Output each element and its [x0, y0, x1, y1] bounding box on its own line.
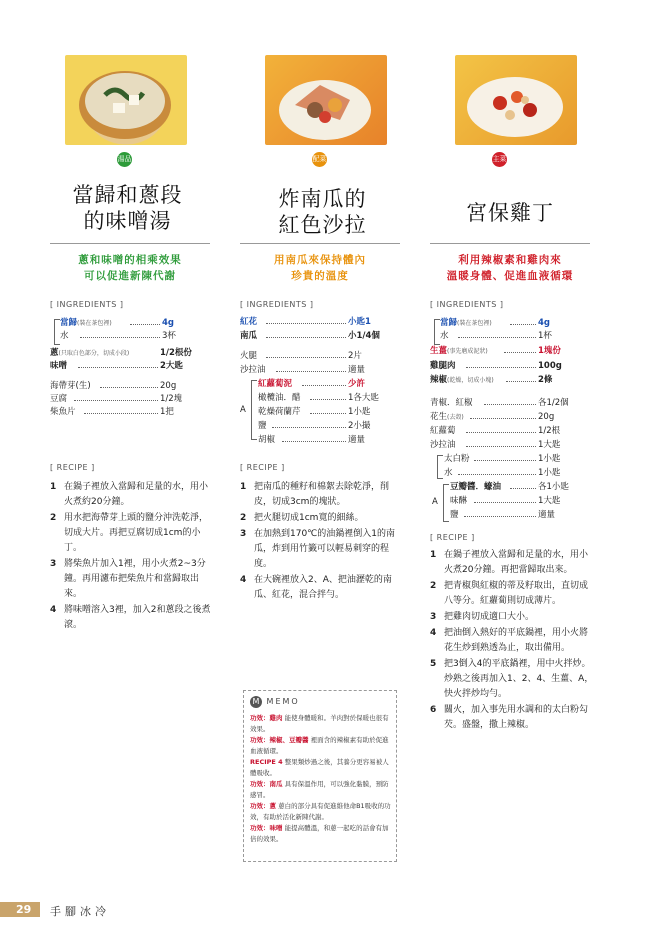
ingredient-row: 水 1小匙 — [444, 468, 561, 478]
ingredient-bracket — [251, 380, 257, 440]
ingredient-row: 南瓜 小1/4個 — [240, 331, 380, 341]
dish-subtitle-line1: 用南瓜來保持體內 — [274, 254, 366, 266]
ingredient-row: 沙拉油 適量 — [240, 365, 366, 375]
ingredient-row: 當歸(裝在茶包裡) 4g — [60, 318, 174, 328]
ingredient-row: 青椒．紅椒 各1/2個 — [430, 398, 569, 408]
dish-subtitle-line1: 蔥和味噌的相乘效果 — [78, 254, 182, 266]
stirfry-plate-illustration — [455, 55, 577, 145]
memo-line: 功效：味噌 能提高體溫，和蔥一起吃的話會有加倍的效果。 — [250, 824, 389, 843]
pumpkin-salad-photo — [265, 55, 387, 145]
memo-line: 功效：蔥 蔥白的部分具有促進維他命B1吸收的功效，有助於活化新陳代謝。 — [250, 802, 391, 821]
recipe-steps — [430, 548, 596, 734]
chapter-title: 手腳冰冷 — [50, 905, 110, 918]
memo-body — [250, 713, 392, 845]
dish-subtitle-line2: 可以促進新陳代謝 — [84, 270, 176, 282]
divider — [240, 243, 400, 244]
ingredient-row: 水 3杯 — [60, 331, 176, 341]
recipe-label: [ RECIPE ] — [430, 533, 475, 542]
recipe-step: 3 在加熱到170℃的油鍋裡倒入1的南瓜，炸到用竹籤可以輕易刺穿的程度。 — [240, 529, 396, 569]
ingredient-row: 味醂 1大匙 — [450, 496, 561, 506]
recipe-step: 2 把火腿切成1cm寬的細絲。 — [240, 513, 364, 523]
ingredient-row: 水 1杯 — [440, 331, 552, 341]
dish-subtitle-line2: 珍貴的溫度 — [291, 270, 349, 282]
category-badge: 主菜 — [492, 152, 507, 167]
recipe-step: 6 關火，加入事先用水調和的太白粉勾芡。盛盤，撒上辣椒。 — [430, 705, 589, 730]
ingredient-row: 沙拉油 1大匙 — [430, 440, 561, 450]
memo-header: M MEMO — [250, 696, 300, 708]
ingredient-row: 紅蘿蔔泥 少許 — [258, 379, 366, 389]
ingredient-row: 雞腿肉 100g — [430, 361, 562, 371]
recipe-step: 3 把雞肉切成適口大小。 — [430, 612, 535, 622]
salad-plate-illustration — [265, 55, 387, 145]
recipe-step: 1 把南瓜的種籽和棉絮去除乾淨，削皮，切成3cm的塊狀。 — [240, 482, 390, 507]
recipe-step: 5 把3倒入4的平底鍋裡，用中火拌炒。炒熟之後再加入1、2、4、生薑、A，快火拌炒均勻。 — [430, 659, 594, 699]
divider — [430, 243, 590, 244]
recipe-steps — [50, 480, 216, 634]
recipe-step: 3 將柴魚片加入1裡，用小火煮2~3分鐘。再用濾布把柴魚片和當歸取出來。 — [50, 559, 206, 599]
ingredient-row: 豆腐 1/2塊 — [50, 394, 183, 404]
divider — [50, 243, 210, 244]
recipe-step: 2 把青椒與紅椒的蒂及籽取出，直切成八等分。紅蘿蔔則切成薄片。 — [430, 581, 589, 606]
ingredient-row: 紅蘿蔔 1/2根 — [430, 426, 561, 436]
ingredient-bracket — [437, 455, 443, 479]
ingredient-row: 生薑(事先磨成泥狀) 1塊份 — [430, 346, 561, 356]
ingredient-row: 花生(去殼) 20g — [430, 412, 555, 422]
miso-soup-photo — [65, 55, 187, 145]
recipe-step: 1 在鍋子裡放入當歸和足量的水，用小火煮20分鐘。再把當歸取出來。 — [430, 550, 589, 575]
memo-line: 功效：辣椒、豆瓣醬 裡面含的辣椒素有助於促進血液循環。 — [250, 736, 389, 755]
ingredient-row: 胡椒 適量 — [258, 435, 366, 445]
ingredient-row: 蔥(只取白色部分，切成小段) 1/2根份 — [50, 348, 192, 358]
ingredient-row: 海帶芽(生) 20g — [50, 381, 177, 391]
kung-pao-chicken-photo — [455, 55, 577, 145]
memo-icon: M — [250, 696, 262, 708]
recipe-label: [ RECIPE ] — [50, 463, 95, 472]
recipe-step: 4 在大碗裡放入2、A、把油瀝乾的南瓜、紅花，混合拌勻。 — [240, 575, 392, 600]
category-badge: 配菜 — [312, 152, 327, 167]
ingredients-label: [ INGREDIENTS ] — [430, 300, 504, 309]
group-label: A — [240, 405, 246, 415]
ingredients-label: [ INGREDIENTS ] — [240, 300, 314, 309]
ingredient-row: 橄欖油．醋 1各大匙 — [258, 393, 379, 403]
dish-title-line1: 炸南瓜的 — [278, 187, 367, 211]
dish-title-line1: 當歸和蔥段 — [72, 183, 183, 207]
recipe-step: 4 把油倒入熱好的平底鍋裡，用小火將花生炒到熟透為止，取出備用。 — [430, 628, 589, 653]
page-number: 29 — [0, 902, 40, 917]
ingredient-row: 太白粉 1小匙 — [444, 454, 561, 464]
ingredient-row: 味噌 2大匙 — [50, 361, 183, 371]
soup-bowl-illustration — [65, 55, 187, 145]
ingredient-row: 柴魚片 1把 — [50, 407, 174, 417]
recipe-label: [ RECIPE ] — [240, 463, 285, 472]
ingredient-row: 乾燥荷蘭芹 1小匙 — [258, 407, 371, 417]
category-badge: 湯品 — [117, 152, 132, 167]
dish-subtitle-line1: 利用辣椒素和雞肉來 — [458, 254, 562, 266]
memo-box — [243, 690, 397, 862]
recipe-step: 2 用水把海帶芽上頭的鹽分沖洗乾淨，切成大片。再把豆腐切成1cm的小丁。 — [50, 513, 209, 553]
recipe-step: 4 將味噌溶入3裡，加入2和蔥段之後煮滾。 — [50, 605, 211, 630]
dish-title-line2: 的味噌湯 — [83, 209, 172, 233]
dish-subtitle-line2: 溫暖身體、促進血液循環 — [446, 270, 574, 282]
memo-line: 功效：南瓜 具有保溫作用，可以強化黏膜，預防感冒。 — [250, 780, 389, 799]
ingredient-row: 當歸(裝在茶包裡) 4g — [440, 318, 550, 328]
ingredient-row: 紅花 小匙1 — [240, 317, 371, 327]
recipe-step: 1 在鍋子裡放入當歸和足量的水，用小火煮約20分鐘。 — [50, 482, 209, 507]
ingredient-row: 豆瓣醬．蠔油 各1小匙 — [450, 482, 569, 492]
dish-title-line1: 宮保雞丁 — [466, 201, 554, 225]
ingredients-label: [ INGREDIENTS ] — [50, 300, 124, 309]
ingredient-bracket — [443, 484, 449, 522]
group-label: A — [432, 497, 438, 507]
dish-title-line2: 紅色沙拉 — [278, 213, 367, 237]
ingredient-row: 辣椒(乾燥，切成小塊) 2條 — [430, 375, 553, 385]
ingredient-row: 鹽 2小撮 — [258, 421, 371, 431]
memo-line: RECIPE 4 整果類炒過之後，其養分更容易被人體吸收。 — [250, 758, 389, 777]
recipe-steps — [240, 480, 406, 604]
ingredient-row: 火腿 2片 — [240, 351, 362, 361]
ingredient-row: 鹽 適量 — [450, 510, 556, 520]
memo-line: 功效：雞肉 能使身體暖和。羊肉對於保暖也很有效果。 — [250, 714, 389, 733]
